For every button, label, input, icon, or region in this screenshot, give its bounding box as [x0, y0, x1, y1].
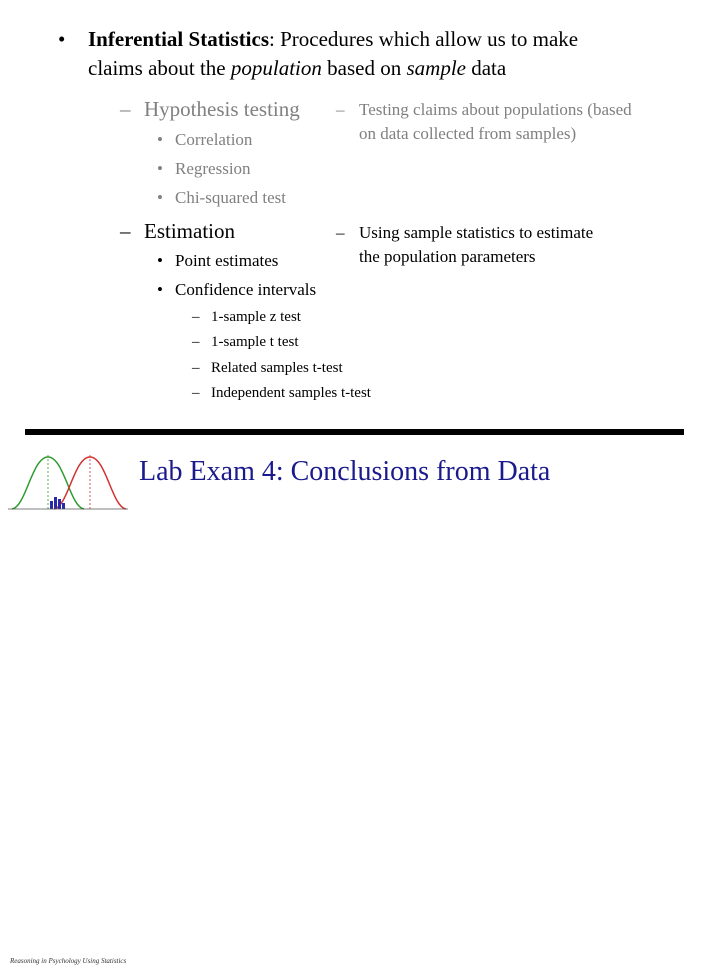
- main-bullet-line-2: [88, 55, 506, 81]
- list-item-correlation: Correlation: [175, 130, 253, 149]
- main-bullet-text-2c: data: [465, 56, 507, 80]
- main-bullet-text-2a: claims about the: [88, 56, 231, 80]
- test-item-1-sample-z: 1-sample z test: [211, 309, 301, 325]
- list-item-point-estimates: Point estimates: [175, 251, 279, 270]
- dash-marker: –: [192, 334, 200, 350]
- dash-marker: –: [192, 360, 200, 376]
- list-item-confidence-intervals: Confidence intervals: [175, 280, 317, 299]
- list-item-regression: Regression: [175, 159, 251, 178]
- inferential-statistics-term: Inferential Statistics: [88, 27, 270, 51]
- hypothesis-desc-line-1: Testing claims about populations (based: [359, 100, 632, 119]
- dash-marker: –: [192, 309, 200, 325]
- distribution-curves-icon: [4, 447, 130, 522]
- hypothesis-desc-line-2: on data collected from samples): [359, 124, 577, 143]
- hypothesis-dash: –: [120, 97, 131, 121]
- hypothesis-title: Hypothesis testing: [144, 97, 300, 121]
- list-item-chi-squared: Chi-squared test: [175, 188, 286, 207]
- estimation-desc-line-2: the population parameters: [359, 247, 536, 266]
- logo-caption: Reasoning in Psychology Using Statistics: [10, 957, 127, 965]
- hypothesis-desc-dash: –: [336, 100, 345, 119]
- population-word: population: [230, 56, 322, 80]
- test-item-related-samples: Related samples t-test: [211, 360, 343, 376]
- estimation-title: Estimation: [144, 219, 235, 243]
- test-item-1-sample-t: 1-sample t test: [211, 334, 299, 350]
- footer-divider: [25, 429, 684, 435]
- dash-marker: –: [192, 385, 200, 401]
- estimation-desc-dash: –: [336, 223, 345, 242]
- bullet-marker: •: [157, 251, 163, 270]
- footer-title: Lab Exam 4: Conclusions from Data: [139, 456, 551, 487]
- bullet-marker: •: [58, 27, 66, 51]
- course-logo: [4, 447, 130, 965]
- estimation-desc-line-1: Using sample statistics to estimate: [359, 223, 594, 242]
- bullet-marker: •: [157, 188, 163, 207]
- main-bullet-line-1: [88, 26, 578, 52]
- bullet-marker: •: [157, 159, 163, 178]
- main-bullet-text-1: : Procedures which allow us to make: [269, 27, 579, 51]
- main-bullet-text-2b: based on: [321, 56, 407, 80]
- estimation-dash: –: [120, 219, 131, 243]
- bullet-marker: •: [157, 130, 163, 149]
- bullet-marker: •: [157, 280, 163, 299]
- test-item-independent-samples: Independent samples t-test: [211, 385, 371, 401]
- sample-word: sample: [406, 56, 466, 80]
